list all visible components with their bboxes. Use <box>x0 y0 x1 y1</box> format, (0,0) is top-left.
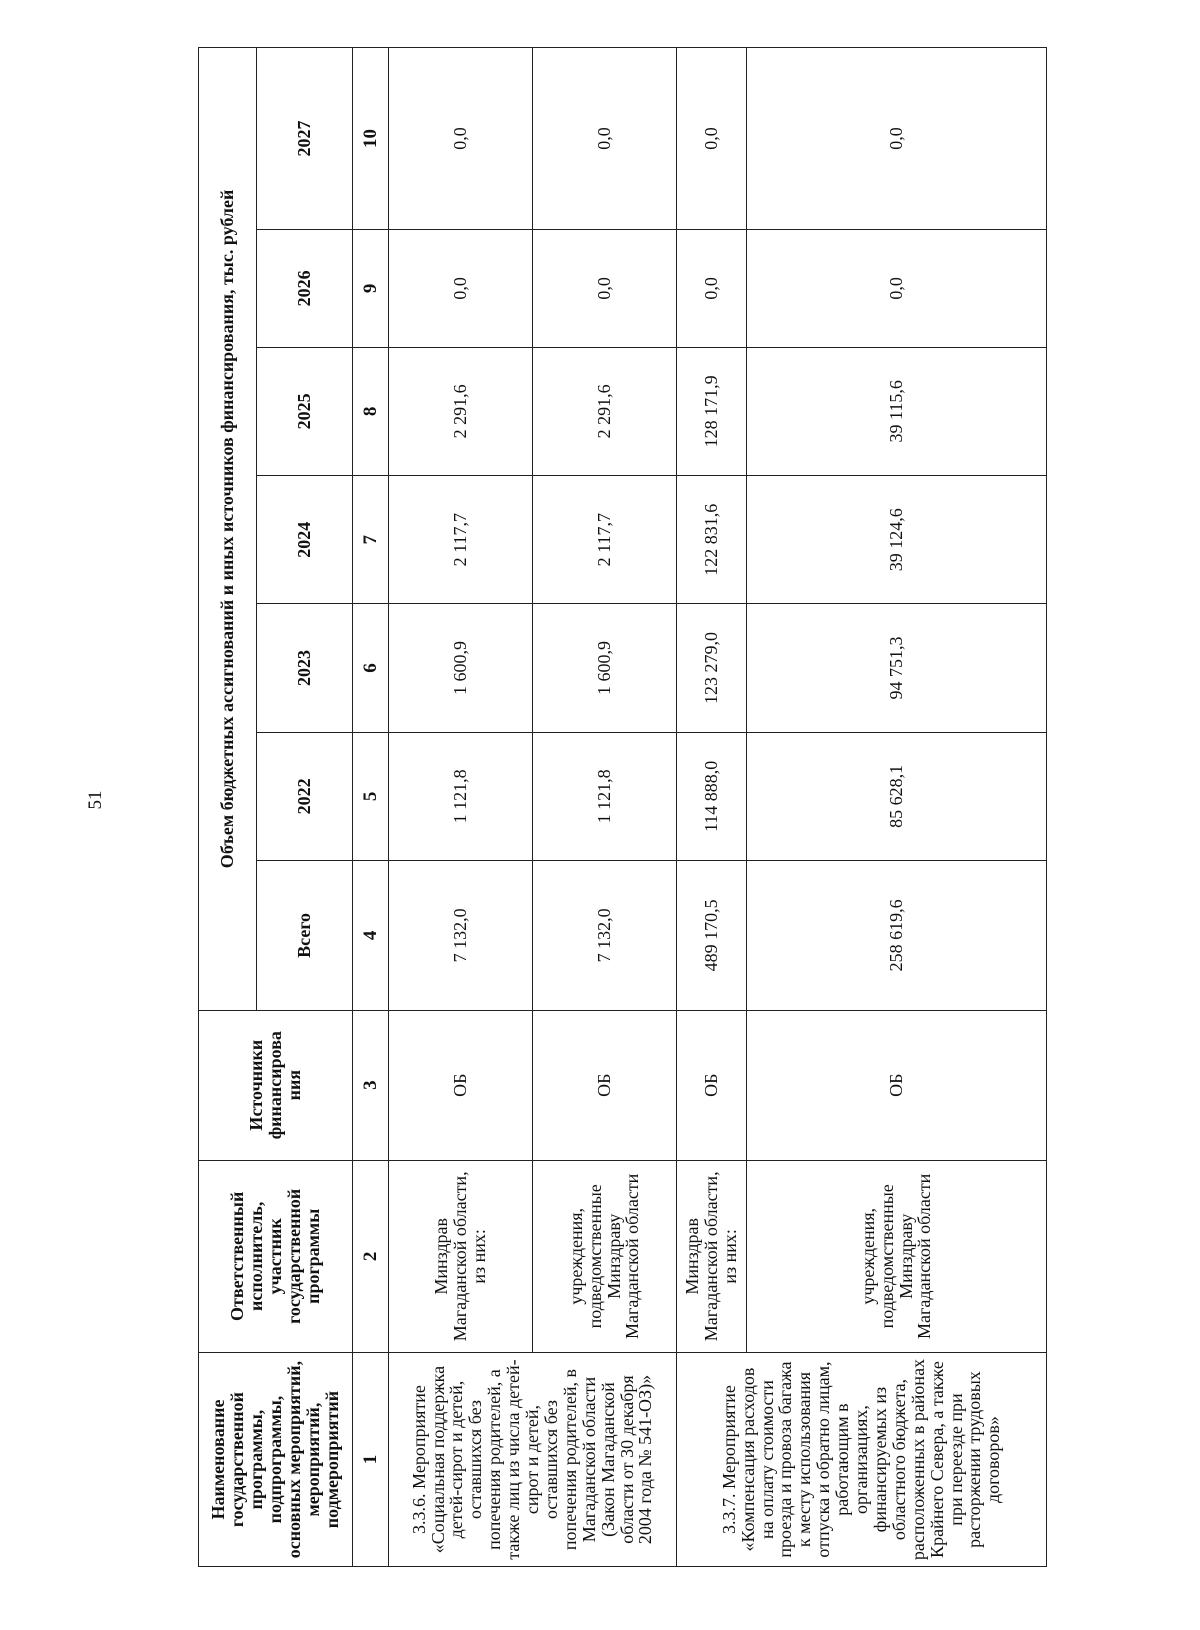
value-total: 489 170,5 <box>677 861 747 1011</box>
col-number: 4 <box>353 861 389 1011</box>
value-2025: 39 115,6 <box>747 347 1047 475</box>
source-cell: ОБ <box>389 1010 533 1160</box>
value-2024: 122 831,6 <box>677 476 747 604</box>
header-year-2026: 2026 <box>257 230 353 348</box>
value-2026: 0,0 <box>747 230 1047 348</box>
value-2023: 1 600,9 <box>533 604 677 732</box>
value-2022: 85 628,1 <box>747 732 1047 860</box>
value-2026: 0,0 <box>533 230 677 348</box>
header-year-total: Всего <box>257 861 353 1011</box>
value-2026: 0,0 <box>677 230 747 348</box>
col-number: 8 <box>353 347 389 475</box>
value-2024: 2 117,7 <box>533 476 677 604</box>
col-number: 5 <box>353 732 389 860</box>
budget-table <box>198 47 1047 1567</box>
value-total: 7 132,0 <box>389 861 533 1011</box>
value-2027: 0,0 <box>533 48 677 230</box>
header-year-2022: 2022 <box>257 732 353 860</box>
value-2027: 0,0 <box>389 48 533 230</box>
header-year-2023: 2023 <box>257 604 353 732</box>
header-name: Наименование государственной программы, подпрограммы, основных мероприятий, мероприятий, подмероприятий <box>199 1353 353 1567</box>
value-2026: 0,0 <box>389 230 533 348</box>
value-2025: 2 291,6 <box>389 347 533 475</box>
value-2022: 1 121,8 <box>389 732 533 860</box>
value-2022: 114 888,0 <box>677 732 747 860</box>
activity-name: 3.3.7. Мероприятие «Компенсация расходов на оплату стоимости проезда и провоза багажа к месту использования отпуска и обратно лицам, работающим в организациях, финансируемых из областного бюджета, расположенных в районах Крайнего Севера, а также при переезде при расторжении трудовых договоров» <box>677 1353 1047 1567</box>
header-year-2025: 2025 <box>257 347 353 475</box>
col-number: 1 <box>353 1353 389 1567</box>
executor-cell: учреждения, подведомственные Минздраву Магаданской области <box>533 1160 677 1353</box>
col-number: 10 <box>353 48 389 230</box>
col-number: 9 <box>353 230 389 348</box>
value-2023: 94 751,3 <box>747 604 1047 732</box>
col-number: 7 <box>353 476 389 604</box>
header-source: Источники финансирова ния <box>199 1010 353 1160</box>
col-number: 2 <box>353 1160 389 1353</box>
source-cell: ОБ <box>747 1010 1047 1160</box>
source-cell: ОБ <box>533 1010 677 1160</box>
executor-cell: Минздрав Магаданской области, из них: <box>389 1160 533 1353</box>
source-cell: ОБ <box>677 1010 747 1160</box>
value-total: 7 132,0 <box>533 861 677 1011</box>
value-2024: 39 124,6 <box>747 476 1047 604</box>
table-row <box>677 48 747 1567</box>
value-2027: 0,0 <box>677 48 747 230</box>
header-year-2024: 2024 <box>257 476 353 604</box>
rotated-table-container <box>198 47 1046 1567</box>
header-year-2027: 2027 <box>257 48 353 230</box>
header-executor: Ответственный исполнитель, участник государственной программы <box>199 1160 353 1353</box>
value-2022: 1 121,8 <box>533 732 677 860</box>
value-total: 258 619,6 <box>747 861 1047 1011</box>
col-number: 3 <box>353 1010 389 1160</box>
value-2027: 0,0 <box>747 48 1047 230</box>
header-budget-group: Объем бюджетных ассигнований и иных источников финансирования, тыс. рублей <box>199 48 257 1011</box>
activity-name: 3.3.6. Мероприятие «Социальная поддержка детей-сирот и детей, оставшихся без попечения родителей, а также лиц из числа детей-сирот и детей, оставшихся без попечения родителей, в Магаданской области (Закон Магаданской области от 30 декабря 2004 года № 541-ОЗ)» <box>389 1353 677 1567</box>
value-2023: 1 600,9 <box>389 604 533 732</box>
value-2023: 123 279,0 <box>677 604 747 732</box>
table-row <box>533 48 677 1567</box>
col-number: 6 <box>353 604 389 732</box>
value-2025: 128 171,9 <box>677 347 747 475</box>
table-row <box>747 48 1047 1567</box>
table-row <box>389 48 533 1567</box>
executor-cell: учреждения, подведомственные Минздраву Магаданской области <box>747 1160 1047 1353</box>
value-2024: 2 117,7 <box>389 476 533 604</box>
page-number: 51 <box>85 790 106 810</box>
executor-cell: Минздрав Магаданской области, из них: <box>677 1160 747 1353</box>
value-2025: 2 291,6 <box>533 347 677 475</box>
